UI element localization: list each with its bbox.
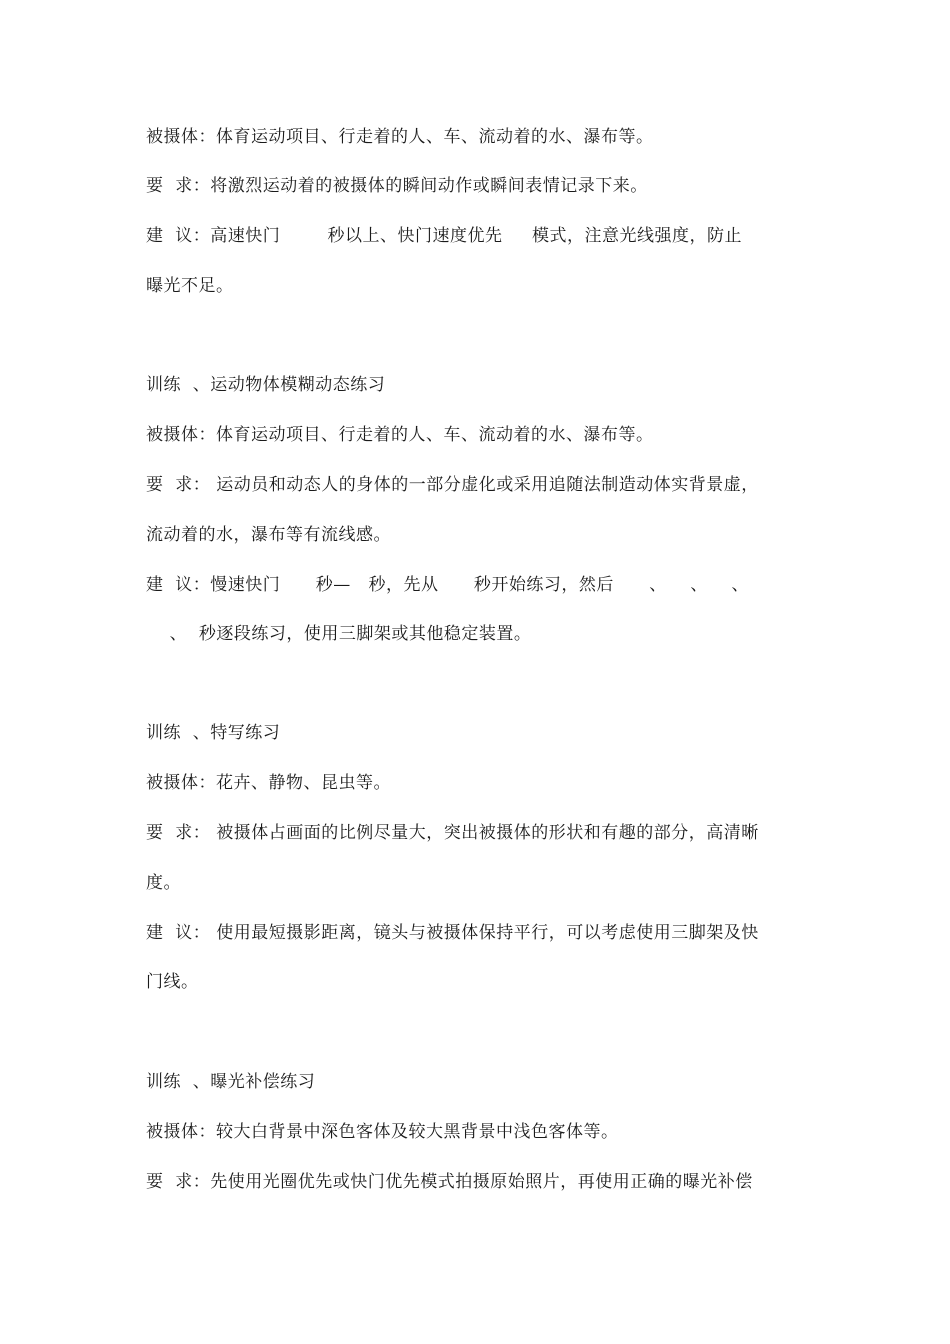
section-heading: 训练 、曝光补偿练习 (146, 1072, 316, 1092)
text-line: 建 议：慢速快门 秒— 秒，先从 秒开始练习，然后 、 、 、 (146, 575, 750, 595)
text-line: 要 求： 被摄体占画面的比例尽量大，突出被摄体的形状和有趣的部分，高清晰 (146, 823, 759, 843)
text-line: 建 议： 使用最短摄影距离，镜头与被摄体保持平行，可以考虑使用三脚架及快 (146, 923, 759, 943)
section-heading: 训练 、运动物体模糊动态练习 (146, 375, 386, 395)
text-line: 被摄体：体育运动项目、行走着的人、车、流动着的水、瀑布等。 (146, 425, 654, 445)
text-line: 被摄体：较大白背景中深色客体及较大黑背景中浅色客体等。 (146, 1122, 619, 1142)
text-line: 要 求： 运动员和动态人的身体的一部分虚化或采用追随法制造动体实背景虚， (146, 475, 759, 495)
text-line: 流动着的水，瀑布等有流线感。 (146, 525, 391, 545)
text-line: 建 议：高速快门 秒以上、快门速度优先 模式，注意光线强度，防止 (146, 226, 743, 246)
text-line: 门线。 (146, 972, 199, 992)
text-line: 曝光不足。 (146, 276, 234, 296)
text-line: 、 秒逐段练习，使用三脚架或其他稳定装置。 (146, 624, 532, 644)
text-line: 要 求：先使用光圈优先或快门优先模式拍摄原始照片，再使用正确的曝光补偿 (146, 1172, 753, 1192)
text-line: 被摄体：花卉、静物、昆虫等。 (146, 773, 391, 793)
text-line: 度。 (146, 873, 181, 893)
section-heading: 训练 、特写练习 (146, 723, 281, 743)
text-line: 被摄体：体育运动项目、行走着的人、车、流动着的水、瀑布等。 (146, 127, 654, 147)
text-line: 要 求：将激烈运动着的被摄体的瞬间动作或瞬间表情记录下来。 (146, 176, 648, 196)
